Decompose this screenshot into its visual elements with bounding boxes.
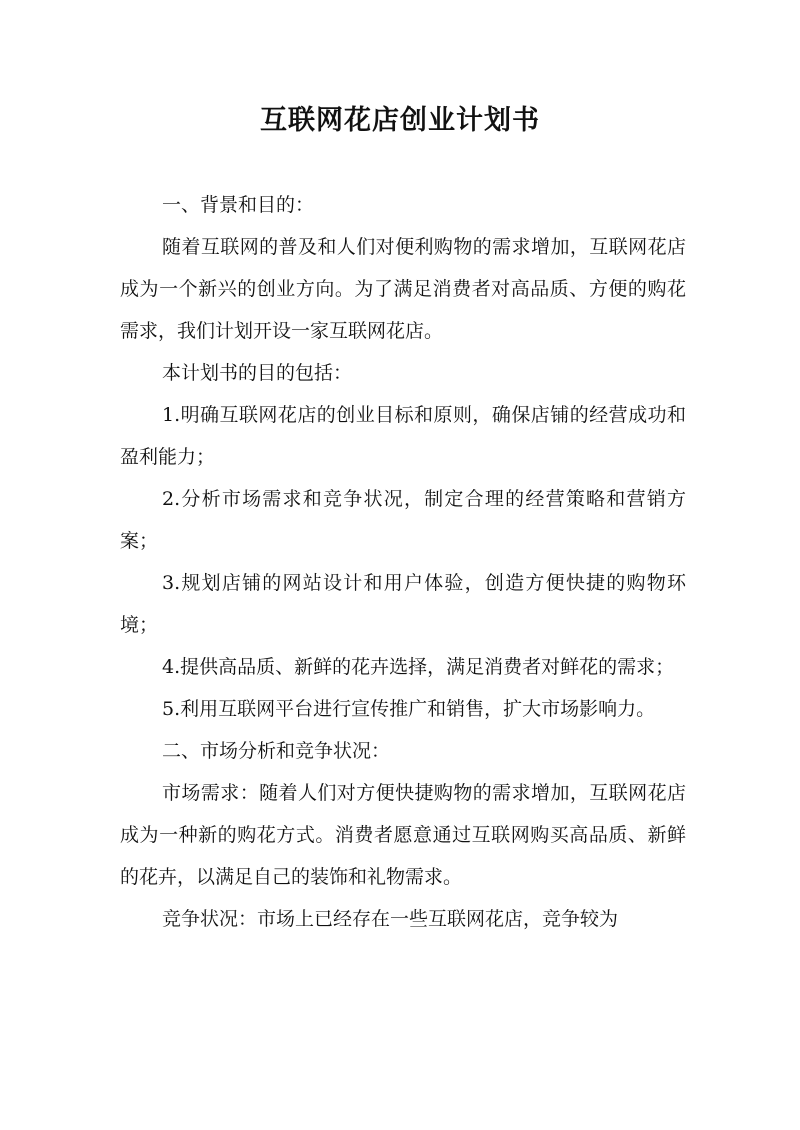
list-item-goal-5: 5.利用互联网平台进行宣传推广和销售，扩大市场影响力。: [162, 698, 656, 720]
list-item-goal-4: 4.提供高品质、新鲜的花卉选择，满足消费者对鲜花的需求；: [162, 656, 675, 678]
document-title: 互联网花店创业计划书: [260, 105, 540, 136]
paragraph-purpose-intro: 本计划书的目的包括：: [162, 362, 353, 384]
list-item-goal-3: 3.规划店铺的网站设计和用户体验，创造方便快捷的购物环境；: [120, 572, 686, 636]
list-item-goal-2: 2.分析市场需求和竞争状况，制定合理的经营策略和营销方案；: [120, 488, 686, 552]
paragraph-market-demand: 市场需求：随着人们对方便快捷购物的需求增加，互联网花店成为一种新的购花方式。消费者愿意通过互联网购买高品质、新鲜的花卉，以满足自己的装饰和礼物需求。: [120, 782, 686, 888]
paragraph-background: 随着互联网的普及和人们对便利购物的需求增加，互联网花店成为一个新兴的创业方向。为了满足消费者对高品质、方便的购花需求，我们计划开设一家互联网花店。: [120, 236, 686, 342]
section-heading-market: 二、市场分析和竞争状况：: [162, 740, 391, 762]
list-item-goal-1: 1.明确互联网花店的创业目标和原则，确保店铺的经营成功和盈利能力；: [120, 404, 686, 468]
section-heading-background: 一、背景和目的：: [162, 194, 315, 216]
document-body: [120, 184, 686, 940]
paragraph-competition: 竞争状况：市场上已经存在一些互联网花店，竞争较为: [162, 908, 619, 930]
